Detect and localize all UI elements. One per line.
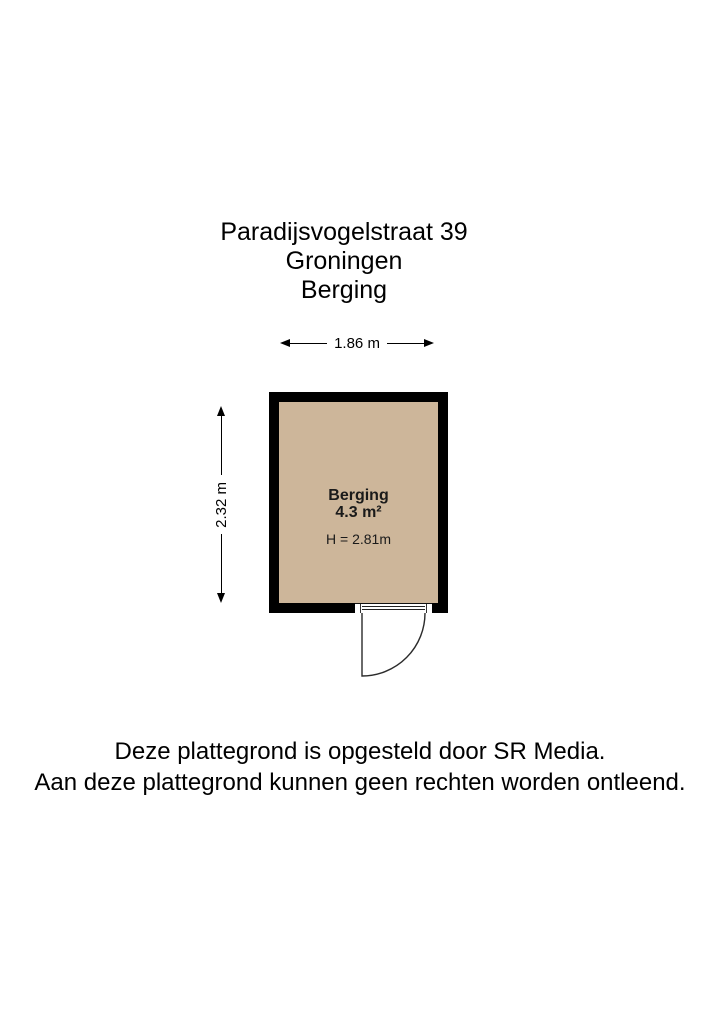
plan-title: [104, 218, 584, 305]
arrow-up-icon: [217, 406, 225, 416]
door-swing-icon: [357, 613, 432, 683]
height-dimension: [212, 406, 230, 603]
arrow-down-icon: [217, 593, 225, 603]
disclaimer: [0, 736, 720, 798]
arrow-right-icon: [424, 339, 434, 347]
room-labels: [279, 487, 438, 547]
disclaimer-line-1: Deze plattegrond is opgesteld door SR Media.: [114, 738, 606, 765]
title-city: Groningen: [285, 247, 403, 275]
width-dimension: [280, 334, 434, 352]
door-jamb-right: [426, 604, 427, 613]
disclaimer-line-2: Aan deze plattegrond kunnen geen rechten worden ontleend.: [34, 769, 686, 796]
room-ceiling-height-label: H = 2.81m: [326, 531, 391, 547]
width-dimension-label: 1.86 m: [334, 334, 380, 352]
dimension-line: [290, 343, 327, 344]
dimension-line: [387, 343, 424, 344]
door-threshold: [362, 606, 425, 610]
room-area-label: 4.3 m²: [335, 504, 382, 521]
arrow-left-icon: [280, 339, 290, 347]
dimension-line: [221, 534, 222, 593]
door-opening: [355, 603, 432, 613]
height-dimension-label: 2.32 m: [212, 481, 230, 528]
door-floor-edge-line: [355, 603, 432, 604]
title-room-type: Berging: [300, 276, 388, 304]
title-street: Paradijsvogelstraat 39: [220, 218, 468, 246]
room-name-label: Berging: [328, 487, 389, 504]
dimension-line: [221, 416, 222, 475]
door-jamb-left: [360, 604, 361, 613]
